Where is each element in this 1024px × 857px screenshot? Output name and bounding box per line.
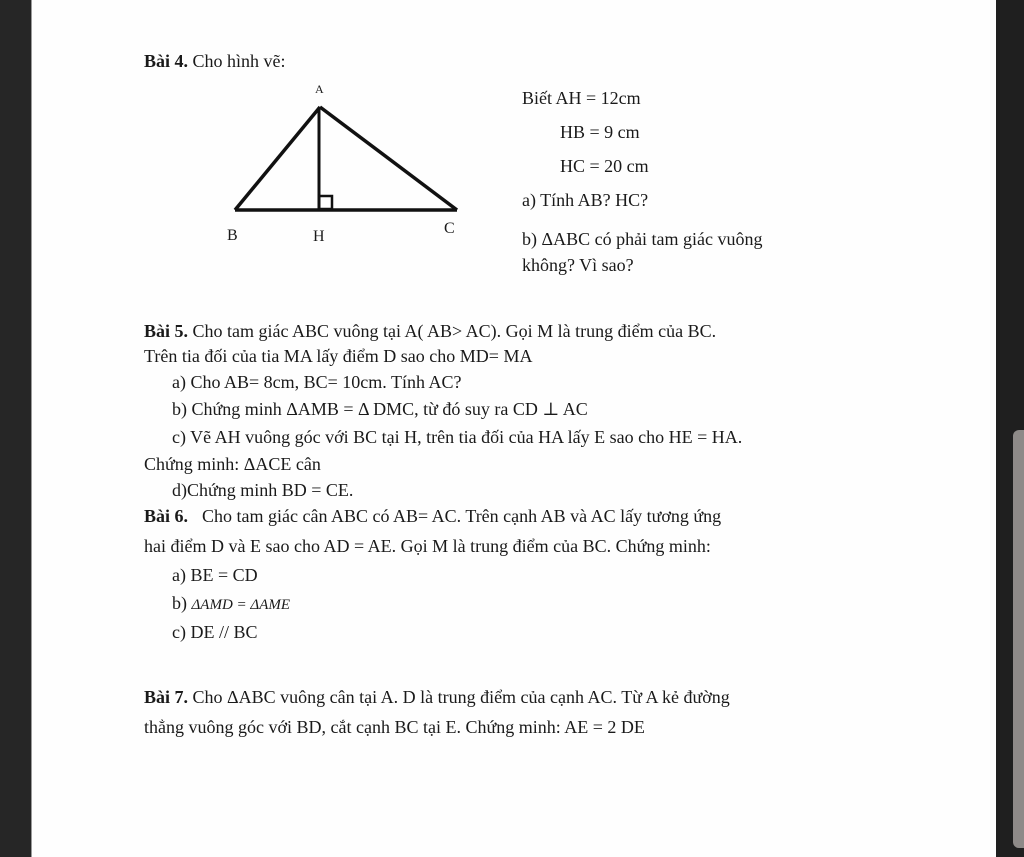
bai5-question-a: a) Cho AB= 8cm, BC= 10cm. Tính AC? <box>172 372 462 392</box>
bai5-question-c: c) Vẽ AH vuông góc với BC tại H, trên tia đối của HA lấy E sao cho HE = HA. <box>172 427 743 447</box>
bai6-question-a: a) BE = CD <box>172 565 258 585</box>
bai6-number: Bài 6. <box>144 506 189 526</box>
bai7-number: Bài 7. <box>144 687 189 707</box>
bai6-line1 <box>144 505 721 527</box>
bai7-line1 <box>144 686 730 708</box>
side-ab <box>235 107 320 210</box>
bai4-title-text: Cho hình vẽ: <box>188 51 286 71</box>
bai7-line1-text: Cho ΔABC vuông cân tại A. D là trung điểm của cạnh AC. Từ A kẻ đường <box>188 687 730 707</box>
bai4-given-hc: HC = 20 cm <box>560 156 649 176</box>
bai7-line2: thẳng vuông góc với BD, cắt cạnh BC tại E. Chứng minh: AE = 2 DE <box>144 717 645 737</box>
bai5-question-b: b) Chứng minh ΔAMB = Δ DMC, từ đó suy ra CD ⊥ AC <box>172 399 588 419</box>
bai6-line1-text: Cho tam giác cân ABC có AB= AC. Trên cạnh AB và AC lấy tương ứng <box>202 506 722 526</box>
bai4-given-ah: Biết AH = 12cm <box>522 88 641 108</box>
bai5-question-d: d)Chứng minh BD = CE. <box>172 480 354 500</box>
vertex-label-c: C <box>444 220 455 237</box>
bai6-line2: hai điểm D và E sao cho AD = AE. Gọi M là trung điểm của BC. Chứng minh: <box>144 536 711 556</box>
bai5-question-c-cont: Chứng minh: ΔACE cân <box>144 454 321 474</box>
vertex-label-b: B <box>227 227 238 244</box>
bai4-number: Bài 4. <box>144 51 189 71</box>
bai6-question-c: c) DE // BC <box>172 622 258 642</box>
vertex-label-a: A <box>315 82 324 96</box>
bai4-given-hb: HB = 9 cm <box>560 122 640 142</box>
bai6-question-b-prefix: b) <box>172 593 192 613</box>
bai4-question-a: a) Tính AB? HC? <box>522 190 649 210</box>
bai4-question-b-line2: không? Vì sao? <box>522 255 634 275</box>
bai5-line1 <box>144 320 716 342</box>
side-ac <box>320 107 457 210</box>
bai6-question-b-math: ΔAMD = ΔAME <box>191 597 291 613</box>
bai4-question-b-line1: b) ΔABC có phải tam giác vuông <box>522 229 763 249</box>
bai5-number: Bài 5. <box>144 321 189 341</box>
bai5-line1-text: Cho tam giác ABC vuông tại A( AB> AC). Gọi M là trung điểm của BC. <box>188 321 717 341</box>
bai6-question-b <box>172 592 290 616</box>
vertex-label-h: H <box>313 228 325 245</box>
right-angle-mark <box>319 196 332 209</box>
bai5-line2: Trên tia đối của tia MA lấy điểm D sao cho MD= MA <box>144 346 533 366</box>
